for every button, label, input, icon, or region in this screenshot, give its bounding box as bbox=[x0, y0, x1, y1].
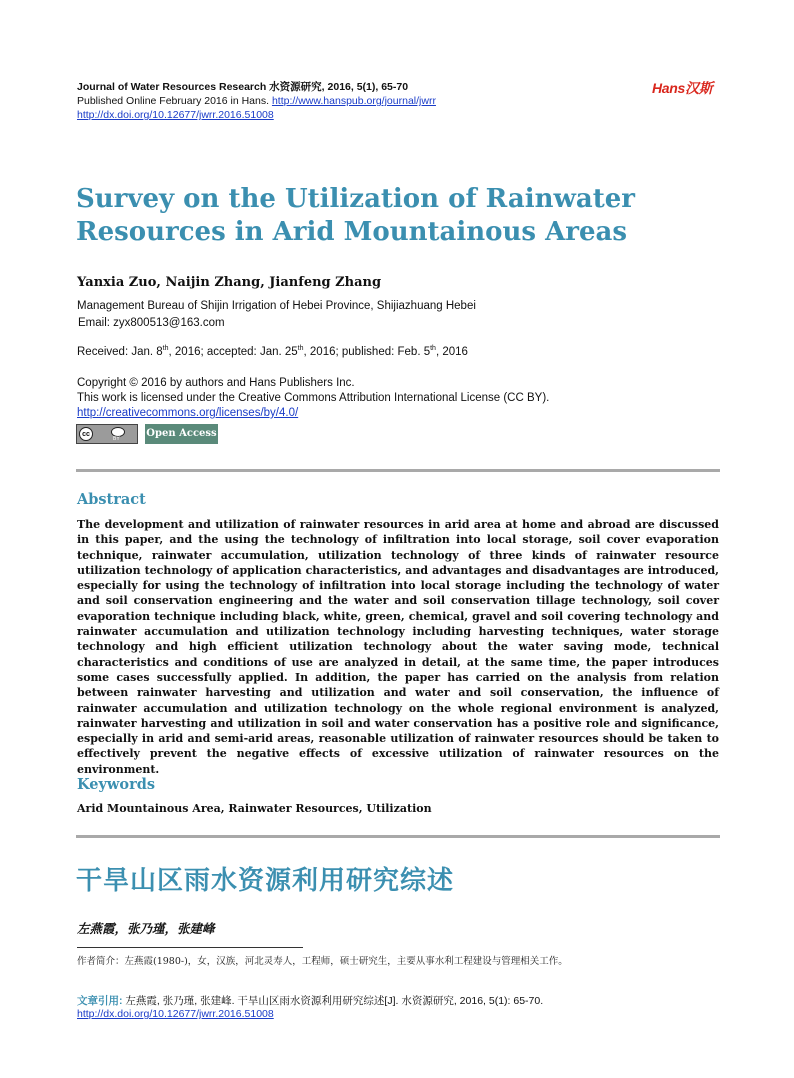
title-line-1: Survey on the Utilization of Rainwater bbox=[76, 184, 635, 214]
license-link[interactable]: http://creativecommons.org/licenses/by/4.0/ bbox=[77, 407, 299, 419]
keywords-body: Arid Mountainous Area, Rainwater Resources, Utilization bbox=[77, 802, 432, 815]
citation-text: 左燕霞, 张乃瑾, 张建峰. 干旱山区雨水资源利用研究综述[J]. 水资源研究, 2016, 5(1): 65-70. bbox=[125, 995, 544, 1007]
superscript: th bbox=[162, 345, 169, 352]
author-note: 作者简介：左燕霞(1980-)，女，汉族，河北灵寿人，工程师，硕士研究生，主要从事水利工程建设与管理相关工作。 bbox=[77, 956, 568, 967]
divider bbox=[76, 835, 720, 838]
published-text: , 2016; published: Feb. 5 bbox=[303, 345, 431, 358]
chinese-authors: 左燕霞，张乃瑾，张建峰 bbox=[77, 921, 215, 936]
citation-doi-line bbox=[77, 1008, 274, 1020]
footnote-rule bbox=[77, 947, 303, 948]
abstract-heading: Abstract bbox=[77, 491, 146, 508]
email: Email: zyx800513@163.com bbox=[78, 317, 225, 329]
accepted-text: , 2016; accepted: Jan. 25 bbox=[168, 345, 298, 358]
superscript: th bbox=[297, 345, 304, 352]
year-text: , 2016 bbox=[435, 345, 468, 358]
chinese-title: 干旱山区雨水资源利用研究综述 bbox=[76, 866, 455, 896]
title-line-2: Resources in Arid Mountainous Areas bbox=[76, 217, 628, 247]
paper-title bbox=[76, 183, 716, 249]
citation bbox=[77, 993, 543, 1008]
keywords-heading: Keywords bbox=[77, 776, 156, 793]
superscript: th bbox=[430, 345, 436, 352]
cc-icon: cc bbox=[79, 427, 93, 441]
doi-link[interactable]: http://dx.doi.org/10.12677/jwrr.2016.51008 bbox=[77, 109, 274, 121]
citation-label: 文章引用: bbox=[77, 995, 126, 1007]
by-label: BY bbox=[113, 436, 120, 442]
abstract-body: The development and utilization of rainwater resources in arid area at home and abroad are discussed in this paper, and the using the technology of infiltration into local storage, soil cover evaporation technique, rainwater accumulation, utilization technology of three kinds of rainwater resource utilization technology of application characteristics, and advantages and disadvantages are introduced, especially for using the technology of infiltration into local storage including the technology of water and soil conservation engineering and the water and soil conservation tillage technology, soil cover evaporation technique including black, white, green, chemical, gravel and soil covering technology and rainwater accumulation and utilization technology including harvesting techniques, water storage technology and high efficient utilization technology about the water saving mode, technical characteristics and conditions of use are analyzed in detail, at the same time, the paper introduces some cases successfully applied. In addition, the paper has carried on the analysis from relation between rainwater harvesting and utilization and water and soil conservation, the influence of rainwater accumulation and utilization technology on the whole regional environment is analyzed, rainwater harvesting and utilization in soil and water conservation has a positive role and significance, especially in arid and semi-arid areas, reasonable utilization of rainwater resources should be taken to effectively prevent the negative effects of excessive utilization of rainwater resources on the environment. bbox=[77, 518, 719, 776]
open-access-badge: Open Access bbox=[145, 424, 218, 444]
published-text: Published Online February 2016 in Hans. bbox=[77, 95, 272, 107]
received-text: Received: Jan. 8 bbox=[77, 345, 163, 358]
copyright-line: Copyright © 2016 by authors and Hans Publishers Inc. bbox=[77, 377, 355, 389]
journal-citation: Journal of Water Resources Research 水资源研究, 2016, 5(1), 65-70 bbox=[77, 81, 409, 93]
journal-link[interactable]: http://www.hanspub.org/journal/jwrr bbox=[271, 95, 436, 107]
cc-by-badge[interactable] bbox=[76, 424, 138, 444]
received-dates bbox=[77, 345, 468, 358]
doi-line bbox=[77, 109, 274, 121]
divider bbox=[76, 469, 720, 472]
copyright-block bbox=[77, 376, 549, 421]
published-line bbox=[77, 95, 436, 107]
authors: Yanxia Zuo, Naijin Zhang, Jianfeng Zhang bbox=[77, 275, 382, 290]
license-line: This work is licensed under the Creative Commons Attribution International License (CC BY). bbox=[77, 392, 550, 404]
citation-doi-link[interactable]: http://dx.doi.org/10.12677/jwrr.2016.51008 bbox=[77, 1008, 274, 1020]
affiliation: Management Bureau of Shijin Irrigation of Hebei Province, Shijiazhuang Hebei bbox=[77, 300, 476, 312]
hans-logo: Hans汉斯 bbox=[652, 80, 713, 96]
